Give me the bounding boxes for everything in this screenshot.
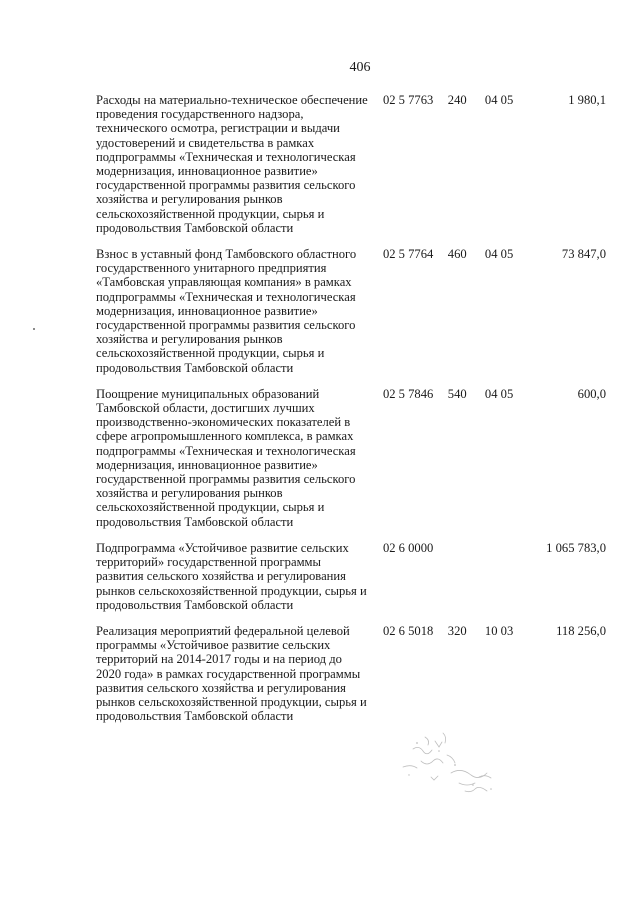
row-section-code: 04 05 (484, 247, 514, 262)
row-amount: 1 065 783,0 (546, 540, 606, 555)
row-section-code: 10 03 (484, 623, 514, 638)
row-expense-type-code (448, 541, 477, 624)
row-section-code (477, 541, 529, 624)
table-row (96, 247, 606, 387)
faint-stamp-mark (395, 715, 515, 805)
row-target-article-code: 02 6 0000 (382, 540, 434, 555)
row-amount: 600,0 (577, 386, 606, 401)
table-row (96, 541, 606, 624)
row-target-article-code: 02 5 7846 (382, 386, 434, 401)
table-row (96, 93, 606, 247)
row-section-code: 04 05 (484, 386, 514, 401)
row-expense-type-code: 460 (447, 247, 467, 262)
row-name: Поощрение муниципальных образований Тамбовской области, достигших лучших производственно-экономических показателей в сфере агропромышленного комплекса, в рамках подпрограммы «Техническая и технологическая модернизация, инновационное развитие» государственной программы развития сельского хозяйства и регулирования рынков сельскохозяйственной продукции, сырья и продовольствия Тамбовской области (96, 386, 356, 529)
scan-speck (33, 328, 35, 330)
row-name: Взнос в уставный фонд Тамбовского областного государственного унитарного предприятия «Тамбовская управляющая компания» в рамках подпрограммы «Техническая и технологическая модернизация, инновационное развитие» государственной программы развития сельского хозяйства и регулирования рынков сельскохозяйственной продукции, сырья и продовольствия Тамбовской области (96, 247, 357, 375)
budget-table (96, 93, 606, 735)
row-target-article-code: 02 6 5018 (382, 623, 434, 638)
row-amount: 1 980,1 (568, 93, 606, 107)
row-expense-type-code: 540 (447, 386, 467, 401)
row-target-article-code: 02 5 7763 (382, 93, 434, 107)
row-name: Подпрограмма «Устойчивое развитие сельских территорий» государственной программы развития сельского хозяйства и регулирования рынков сельскохозяйственной продукции, сырья и продовольствия Тамбовской области (96, 540, 367, 612)
row-amount: 73 847,0 (561, 247, 606, 262)
table-row (96, 387, 606, 541)
row-target-article-code: 02 5 7764 (382, 247, 434, 262)
row-name: Реализация мероприятий федеральной целевой программы «Устойчивое развитие сельских территорий на 2014-2017 годы и на период до 2020 года» в рамках государственной программы развития сельского хозяйства и регулирования рынков сельскохозяйственной продукции, сырья и продовольствия Тамбовской области (96, 623, 367, 724)
row-expense-type-code: 320 (447, 623, 467, 638)
row-name: Расходы на материально-техническое обеспечение проведения государственного надзора, технического осмотра, регистрации и выдачи удостоверений и свидетельства в рамках подпрограммы «Техническая и технологическая модернизация, инновационное развитие» государственной программы развития сельского хозяйства и регулирования рынков сельскохозяйственной продукции, сырья и продовольствия Тамбовской области (96, 93, 368, 235)
page-number: 406 (349, 60, 371, 75)
table-row (96, 624, 606, 735)
row-section-code: 04 05 (484, 93, 514, 107)
row-amount: 118 256,0 (556, 623, 606, 638)
row-expense-type-code: 240 (447, 93, 467, 107)
